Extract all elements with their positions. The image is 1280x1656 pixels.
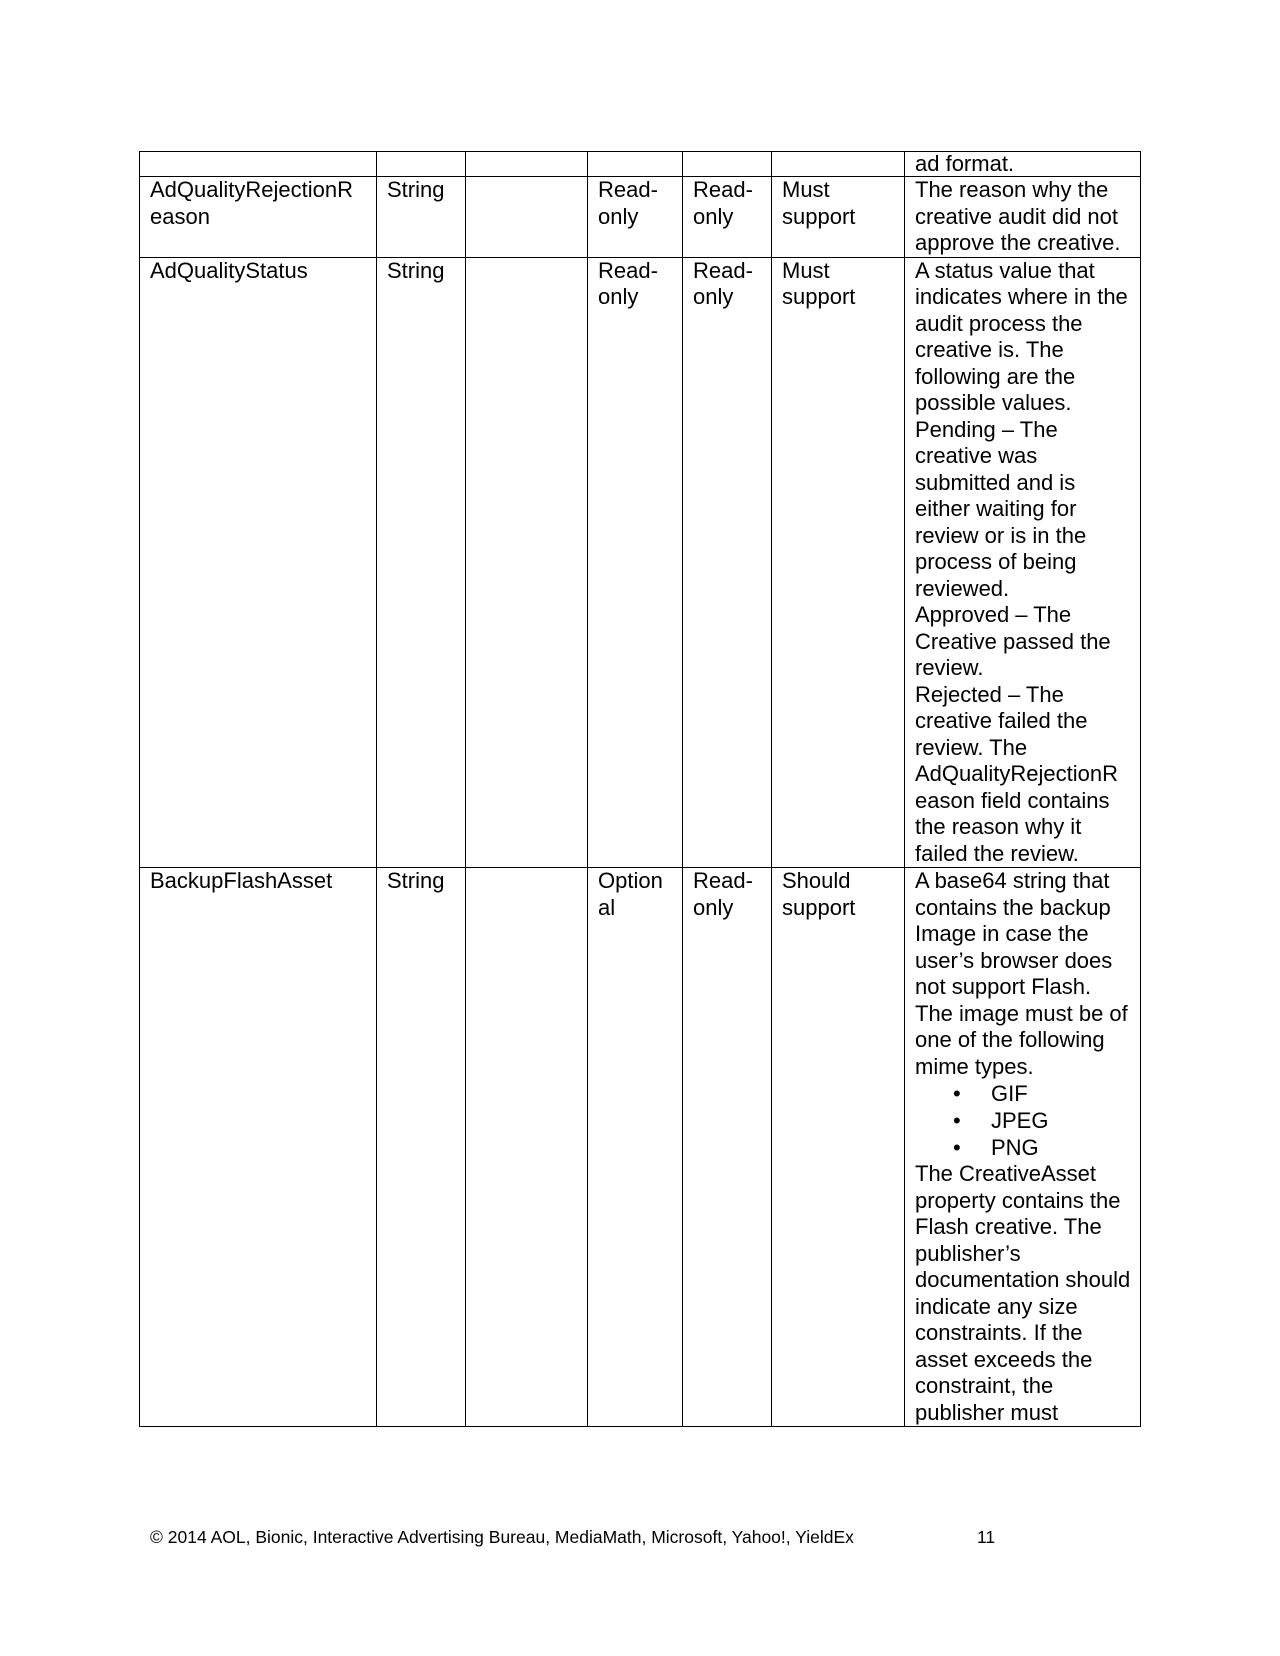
cell-col4: Read- only: [588, 177, 683, 258]
cell-description: The reason why the creative audit did not approve the creative.: [905, 177, 1141, 258]
status-pending-description: Pending – The creative was submitted and is either waiting for review or is in the process of being reviewed.: [915, 416, 1087, 601]
properties-table: [139, 151, 1141, 1427]
cell-col4: Read- only: [588, 257, 683, 868]
table-row: [140, 152, 1141, 177]
mime-type-list: [915, 1080, 1131, 1161]
cell-type: String: [377, 257, 466, 868]
page-footer: [150, 1527, 996, 1548]
cell-col5: Read- only: [683, 868, 772, 1427]
cell-name: [140, 152, 377, 177]
cell-col5: [683, 152, 772, 177]
list-item: • GIF: [915, 1080, 1131, 1107]
page-number: 11: [977, 1527, 996, 1547]
status-rejected-description: Rejected – The creative failed the review. The AdQualityRejectionR eason field contains the reason why it failed the review.: [915, 681, 1118, 866]
cell-col3: [466, 152, 588, 177]
cell-col6: Must support: [772, 177, 905, 258]
cell-type: String: [377, 868, 466, 1427]
status-approved-description: Approved – The Creative passed the review.: [915, 602, 1111, 680]
backup-asset-intro: A base64 string that contains the backup Image in case the user’s browser does not support Flash. The image must be of one of the following mime types.: [915, 868, 1128, 1079]
cell-col5: Read- only: [683, 177, 772, 258]
list-item: • JPEG: [915, 1107, 1131, 1134]
cell-name: AdQualityRejectionR eason: [140, 177, 377, 258]
cell-col4: [588, 152, 683, 177]
cell-col4: Option al: [588, 868, 683, 1427]
table-row: [140, 257, 1141, 868]
cell-col6: [772, 152, 905, 177]
cell-col6: Must support: [772, 257, 905, 868]
cell-name: AdQualityStatus: [140, 257, 377, 868]
backup-asset-outro: The CreativeAsset property contains the Flash creative. The publisher’s documentation should indicate any size constraints. If the asset exceeds the constraint, the publisher must: [915, 1161, 1131, 1425]
cell-description: [905, 257, 1141, 868]
cell-col3: [466, 868, 588, 1427]
cell-type: [377, 152, 466, 177]
status-description: A status value that indicates where in the audit process the creative is. The following are the possible values.: [915, 257, 1128, 415]
cell-name: BackupFlashAsset: [140, 868, 377, 1427]
cell-col3: [466, 177, 588, 258]
cell-col3: [466, 257, 588, 868]
list-item: • PNG: [915, 1134, 1131, 1161]
cell-description: [905, 868, 1141, 1427]
copyright-text: © 2014 AOL, Bionic, Interactive Advertising Bureau, MediaMath, Microsoft, Yahoo!, YieldEx: [150, 1527, 854, 1547]
cell-description: ad format.: [905, 152, 1141, 177]
cell-col6: Should support: [772, 868, 905, 1427]
cell-col5: Read- only: [683, 257, 772, 868]
table-row: [140, 177, 1141, 258]
cell-type: String: [377, 177, 466, 258]
table-row: [140, 868, 1141, 1427]
